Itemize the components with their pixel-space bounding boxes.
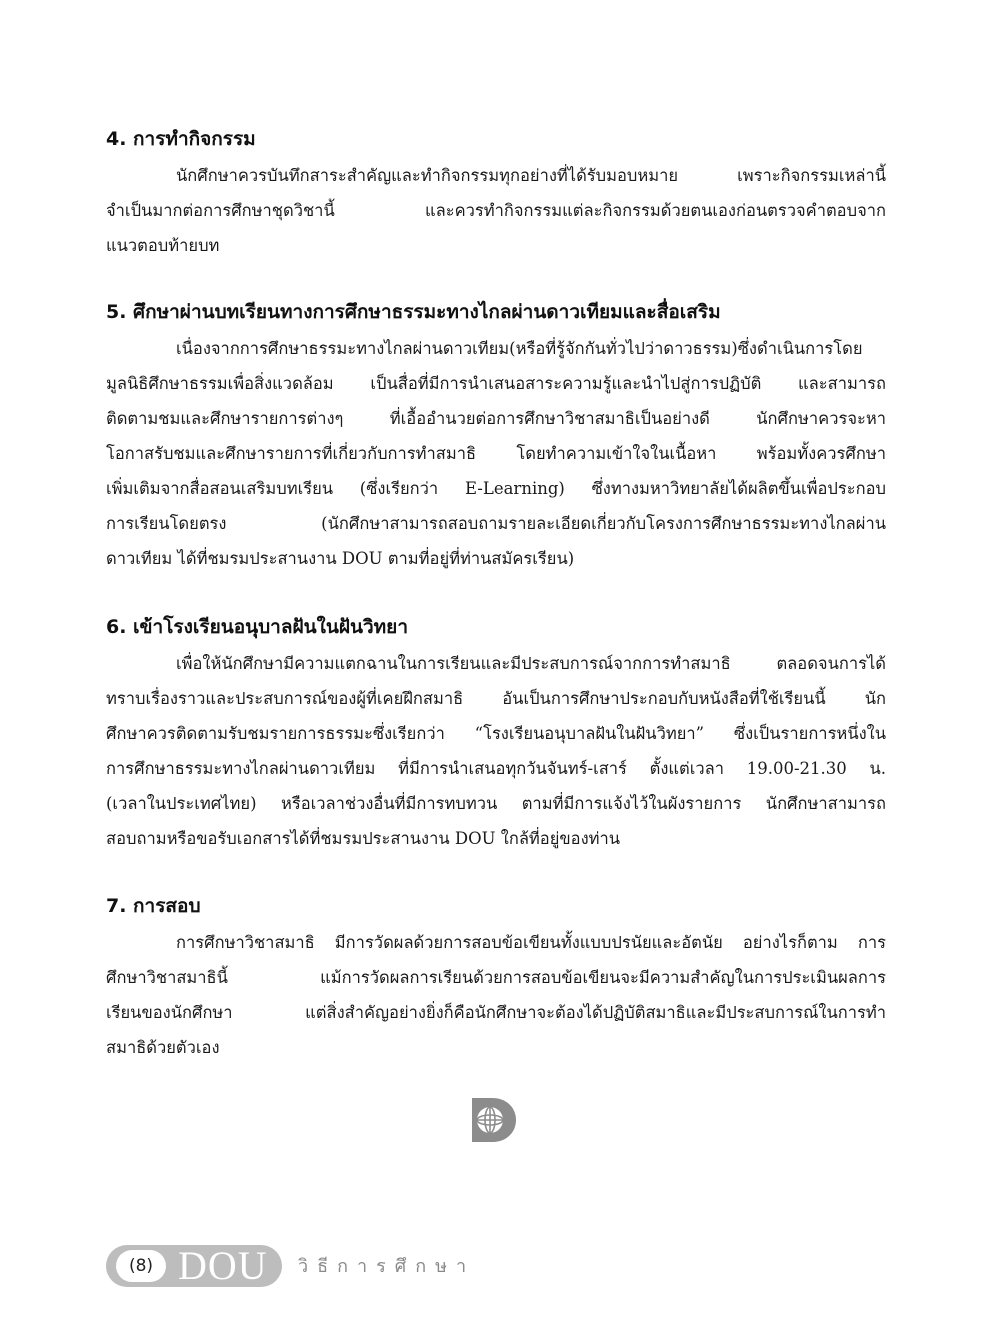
paragraph-line: ดาวเทียม ได้ที่ชมรมประสานงาน DOU ตามที่อยู่ที่ท่านสมัครเรียน) xyxy=(106,549,575,568)
section-satellite-learning xyxy=(106,299,886,576)
paragraph-line: สอบถามหรือขอรับเอกสารได้ที่ชมรมประสานงาน DOU ใกล้ที่อยู่ของท่าน xyxy=(106,829,621,848)
section-paragraph xyxy=(106,331,886,576)
paragraph-line: จำเป็นมากต่อการศึกษาชุดวิชานี้ และควรทำกิจกรรมแต่ละกิจกรรมด้วยตนเองก่อนตรวจคำตอบจาก xyxy=(106,201,886,220)
paragraph-line: (เวลาในประเทศไทย) หรือเวลาช่วงอื่นที่มีการทบทวน ตามที่มีการแจ้งไว้ในผังรายการ นักศึกษาสามารถ xyxy=(106,794,886,813)
footer-title: วิธีการศึกษา xyxy=(298,1256,476,1277)
section-paragraph xyxy=(106,925,886,1065)
dou-logo-icon xyxy=(468,1096,518,1144)
paragraph-line: นักศึกษาควรบันทึกสาระสำคัญและทำกิจกรรมทุกอย่างที่ได้รับมอบหมาย เพราะกิจกรรมเหล่านี้ xyxy=(176,166,886,185)
paragraph-line: มูลนิธิศึกษาธรรมเพื่อสิ่งแวดล้อม เป็นสื่อที่มีการนำเสนอสาระความรู้และนำไปสู่การปฏิบัติ และสามารถ xyxy=(106,374,886,393)
paragraph-line: ศึกษาควรติดตามรับชมรายการธรรมะซึ่งเรียกว่า “โรงเรียนอนุบาลฝันในฝันวิทยา” ซึ่งเป็นรายการหนึ่งใน xyxy=(106,724,886,743)
section-kindergarten-program xyxy=(106,614,886,856)
paragraph-line: การศึกษาวิชาสมาธิ มีการวัดผลด้วยการสอบข้อเขียนทั้งแบบปรนัยและอัตนัย อย่างไรก็ตาม การ xyxy=(176,933,886,952)
paragraph-line: ติดตามชมและศึกษารายการต่างๆ ที่เอื้ออำนวยต่อการศึกษาวิชาสมาธิเป็นอย่างดี นักศึกษาควรจะหา xyxy=(106,409,886,428)
paragraph-line: สมาธิด้วยตัวเอง xyxy=(106,1038,220,1057)
paragraph-line: แนวตอบท้ายบท xyxy=(106,236,220,255)
section-heading: 5. ศึกษาผ่านบทเรียนทางการศึกษาธรรมะทางไกลผ่านดาวเทียมและสื่อเสริม xyxy=(106,301,721,323)
section-heading: 4. การทำกิจกรรม xyxy=(106,128,256,150)
section-heading: 6. เข้าโรงเรียนอนุบาลฝันในฝันวิทยา xyxy=(106,616,408,638)
paragraph-line: การเรียนโดยตรง (นักศึกษาสามารถสอบถามรายละเอียดเกี่ยวกับโครงการศึกษาธรรมะทางไกลผ่าน xyxy=(106,514,886,533)
section-paragraph xyxy=(106,158,886,263)
paragraph-line: เรียนของนักศึกษา แต่สิ่งสำคัญอย่างยิ่งก็คือนักศึกษาจะต้องได้ปฏิบัติสมาธิและมีประสบการณ์ในการทำ xyxy=(106,1003,886,1022)
page-number: (8) xyxy=(116,1250,166,1282)
paragraph-line: โอกาสรับชมและศึกษารายการที่เกี่ยวกับการทำสมาธิ โดยทำความเข้าใจในเนื้อหา พร้อมทั้งควรศึกษา xyxy=(106,444,886,463)
paragraph-line: เพื่อให้นักศึกษามีความแตกฉานในการเรียนและมีประสบการณ์จากการทำสมาธิ ตลอดจนการได้ xyxy=(176,654,886,673)
paragraph-line: ทราบเรื่องราวและประสบการณ์ของผู้ที่เคยฝึกสมาธิ อันเป็นการศึกษาประกอบกับหนังสือที่ใช้เรียนนี้ นัก xyxy=(106,689,886,708)
section-paragraph xyxy=(106,646,886,856)
section-heading: 7. การสอบ xyxy=(106,895,201,917)
paragraph-line: ศึกษาวิชาสมาธินี้ แม้การวัดผลการเรียนด้วยการสอบข้อเขียนจะมีความสำคัญในการประเมินผลการ xyxy=(106,968,886,987)
footer-brand: DOU xyxy=(178,1243,268,1288)
paragraph-line: เพิ่มเติมจากสื่อสอนเสริมบทเรียน (ซึ่งเรียกว่า E-Learning) ซึ่งทางมหาวิทยาลัยได้ผลิตขึ้นเพื่อประกอบ xyxy=(106,479,886,498)
paragraph-line: เนื่องจากการศึกษาธรรมะทางไกลผ่านดาวเทียม(หรือที่รู้จักกันทั่วไปว่าดาวธรรม)ซึ่งดำเนินการโดย xyxy=(176,339,863,358)
paragraph-line: การศึกษาธรรมะทางไกลผ่านดาวเทียม ที่มีการนำเสนอทุกวันจันทร์-เสาร์ ตั้งแต่เวลา 19.00-21.30 น. xyxy=(106,759,886,778)
section-activities xyxy=(106,126,886,263)
section-examination xyxy=(106,893,886,1065)
